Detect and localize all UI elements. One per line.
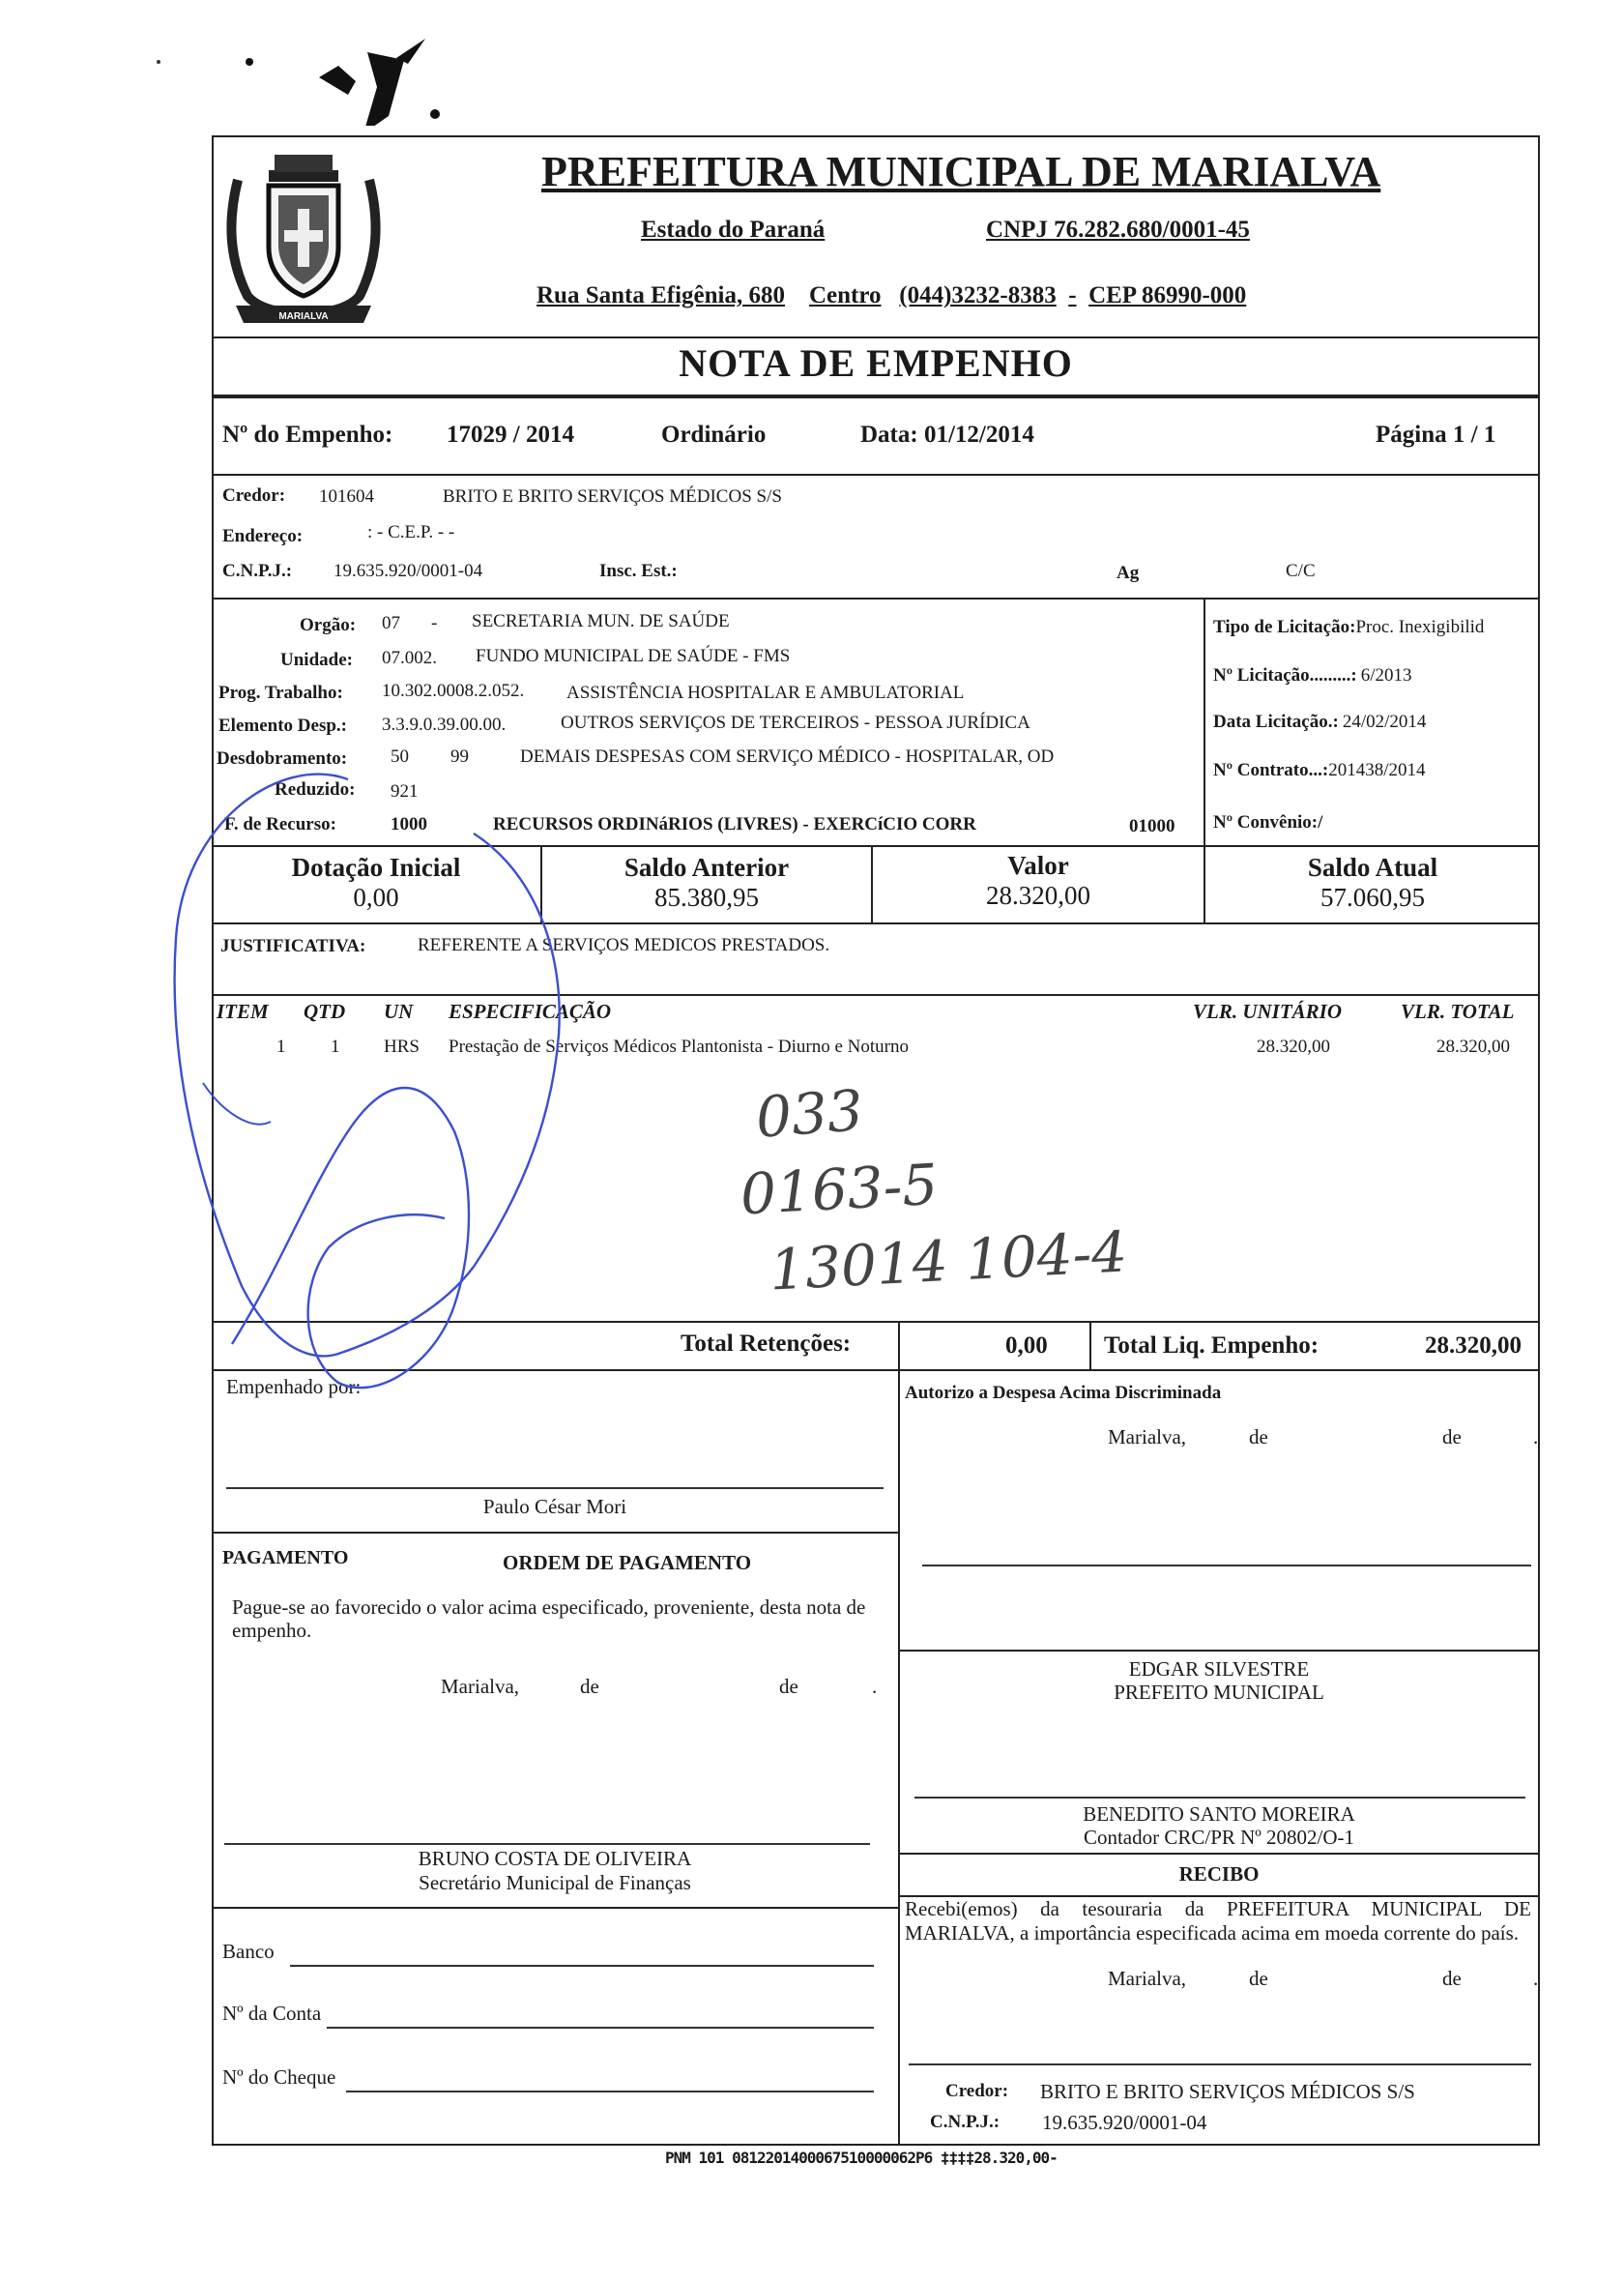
contador-name: BENEDITO SANTO MOREIRA [1083,1802,1355,1826]
secretario-name: BRUNO COSTA DE OLIVEIRA [418,1847,692,1870]
recibo-title: RECIBO [1178,1862,1260,1886]
municipal-coat-of-arms-logo [218,141,389,335]
address-street: Rua Santa Efigênia, 680 [536,282,785,308]
orgao-code: 07 [382,613,400,633]
justificativa-label: JUSTIFICATIVA: [220,936,366,956]
tipo-licitacao [1213,617,1484,638]
saldo-anterior-value: 85.380,95 [654,883,759,912]
unidade-label: Unidade: [280,650,353,670]
desdobramento-code-2: 99 [450,746,469,767]
orgao-label: Orgão: [300,615,357,635]
row-total-value: 28.320,00 [1436,1037,1510,1057]
autorizo-de-1: de [1249,1425,1268,1448]
total-liquido-value: 28.320,00 [1425,1332,1522,1359]
recibo-text: Recebi(emos) da tesouraria da PREFEITURA MUNICIPAL DE MARIALVA, a importância especificada acima em moeda corrente do país. [905,1897,1531,1945]
insc-est-label: Insc. Est.: [599,561,678,581]
empenho-number-value: 17029 / 2014 [447,422,574,448]
orgao-desc: SECRETARIA MUN. DE SAÚDE [472,611,730,631]
autorizo-dot: . [1533,1425,1539,1448]
desdobramento-desc: DEMAIS DESPESAS COM SERVIÇO MÉDICO - HOSPITALAR, OD [520,746,1055,767]
saldo-anterior-label: Saldo Anterior [624,853,790,882]
prog-trabalho-code: 10.302.0008.2.052. [382,681,525,701]
row-spec: Prestação de Serviços Médicos Plantonista - Diurno e Noturno [449,1037,909,1057]
numero-contrato [1213,760,1425,781]
numero-convenio-label: Nº Convênio:/ [1213,812,1323,833]
prefeitura-cnpj: CNPJ 76.282.680/0001-45 [986,217,1250,243]
fonte-recurso-code: 1000 [391,814,427,834]
numero-contrato-label: Nº Contrato...: [1213,760,1329,780]
banco-field[interactable] [290,1965,874,1967]
secretario-role: Secretário Municipal de Finanças [419,1871,691,1894]
credor-name: BRITO E BRITO SERVIÇOS MÉDICOS S/S [443,486,782,507]
numero-cheque-field[interactable] [346,2091,874,2092]
pagamento-text: Pague-se ao favorecido o valor acima especificado, proveniente, desta nota de empenho. [232,1595,866,1642]
autorizo-place: Marialva, [1108,1425,1187,1448]
autorizo-label: Autorizo a Despesa Acima Discriminada [905,1383,1222,1403]
numero-conta-field[interactable] [327,2027,874,2029]
contador-signature [898,1802,1540,1849]
total-retencoes-value: 0,00 [1005,1332,1048,1359]
recibo-place: Marialva, [1108,1967,1187,1990]
saldo-atual [1205,853,1540,913]
prefeitura-address [536,282,1246,309]
desdobramento-label: Desdobramento: [217,748,348,769]
cnpj-label: C.N.P.J.: [222,561,293,581]
elemento-label: Elemento Desp.: [218,716,347,736]
pagamento-dot: . [872,1675,878,1698]
recibo-de-2: de [1442,1967,1462,1990]
total-liquido-label: Total Liq. Empenho: [1104,1332,1320,1359]
estado-label: Estado do Paraná [641,217,826,243]
valor [873,851,1204,911]
address-separator: - [1068,282,1077,308]
fonte-recurso-label: F. de Recurso: [224,814,336,834]
pagamento-place: Marialva, [441,1675,520,1698]
numero-contrato-value: 201438/2014 [1328,760,1426,780]
document-title: NOTA DE EMPENHO [679,341,1073,385]
fonte-recurso-desc: RECURSOS ORDINáRIOS (LIVRES) - EXERCíCIO CORR [493,814,976,834]
pagamento-de-2: de [779,1675,798,1698]
data-licitacao-label: Data Licitação.: [1213,712,1339,732]
prefeito-name: EDGAR SILVESTRE [1128,1657,1310,1681]
tipo-licitacao-label: Tipo de Licitação: [1213,617,1356,637]
empenhado-por-name: Paulo César Mori [482,1495,627,1518]
address-cep: CEP 86990-000 [1088,282,1247,308]
empenho-number-label: Nº do Empenho: [222,422,393,448]
autorizo-de-2: de [1442,1425,1462,1448]
prog-trabalho-desc: ASSISTÊNCIA HOSPITALAR E AMBULATORIAL [566,683,965,703]
reduzido-label: Reduzido: [275,779,356,800]
conta-corrente-label: C/C [1286,561,1316,581]
elemento-code: 3.3.9.0.39.00.00. [382,715,507,735]
handwritten-note-1: 033 [753,1077,865,1151]
handwritten-note-2: 0163-5 [739,1151,940,1228]
recibo-de-1: de [1249,1967,1268,1990]
unidade-code: 07.002. [382,648,437,668]
pen-signature-mark [164,764,590,1460]
secretario-signature [212,1847,898,1895]
recibo-cnpj-value: 19.635.920/0001-04 [1042,2111,1207,2134]
empenho-type: Ordinário [661,422,767,448]
valor-value: 28.320,00 [986,881,1090,910]
col-header-item: ITEM [217,1000,269,1023]
numero-cheque-label: Nº do Cheque [222,2065,336,2089]
recibo-dot: . [1533,1967,1539,1990]
empenho-date: Data: 01/12/2014 [860,422,1034,448]
pagamento-label: PAGAMENTO [222,1547,349,1568]
handwritten-note-3: 13014 104-4 [768,1218,1129,1303]
col-header-qtd: QTD [304,1000,346,1023]
prefeitura-title: PREFEITURA MUNICIPAL DE MARIALVA [541,148,1381,195]
saldo-anterior [542,853,871,913]
numero-licitacao-label: Nº Licitação.........: [1213,665,1357,686]
elemento-desc: OUTROS SERVIÇOS DE TERCEIROS - PESSOA JURÍDICA [561,713,1030,733]
total-retencoes-label: Total Retenções: [681,1331,852,1357]
page-number: Página 1 / 1 [1376,422,1496,448]
justificativa-text: REFERENTE A SERVIÇOS MEDICOS PRESTADOS. [418,935,830,955]
ordem-pagamento-title: ORDEM DE PAGAMENTO [503,1551,752,1574]
contador-role: Contador CRC/PR Nº 20802/O-1 [1083,1826,1355,1849]
data-licitacao [1213,712,1426,733]
col-header-vlr-unitario: VLR. UNITÁRIO [1193,1000,1343,1023]
recibo-credor-value: BRITO E BRITO SERVIÇOS MÉDICOS S/S [1040,2080,1415,2103]
col-header-un: UN [384,1000,414,1023]
address-district: Centro [808,282,882,308]
row-qtd: 1 [331,1037,340,1057]
saldo-atual-label: Saldo Atual [1307,853,1438,882]
agencia-label: Ag [1116,563,1140,583]
saldo-atual-value: 57.060,95 [1320,883,1425,912]
empenhado-por-label: Empenhado por: [226,1375,362,1398]
desdobramento-code-1: 50 [391,746,409,767]
pagamento-de-1: de [580,1675,599,1698]
endereco-value: : - C.E.P. - - [367,522,455,542]
numero-licitacao-value: 6/2013 [1360,665,1412,686]
banco-label: Banco [222,1940,275,1963]
credor-code: 101604 [319,486,374,507]
reduzido-value: 921 [391,781,419,802]
row-unit-value: 28.320,00 [1257,1037,1330,1057]
prog-trabalho-label: Prog. Trabalho: [218,683,343,703]
row-item: 1 [276,1037,286,1057]
credor-label: Credor: [222,485,286,506]
tipo-licitacao-value: Proc. Inexigibilid [1355,617,1485,637]
unidade-desc: FUNDO MUNICIPAL DE SAÚDE - FMS [476,646,791,666]
orgao-separator: - [431,613,438,633]
address-phone: (044)3232-8383 [899,282,1057,308]
recibo-cnpj-label: C.N.P.J.: [930,2112,1000,2132]
data-licitacao-value: 24/02/2014 [1342,712,1427,732]
fonte-recurso-code-2: 01000 [1129,816,1175,836]
barcode-line: PNM 101 0812201400067510000062P6 ‡‡‡‡28.320,00- [665,2149,1058,2167]
endereco-label: Endereço: [222,526,304,546]
credor-cnpj: 19.635.920/0001-04 [334,561,483,581]
dotacao-inicial-value: 0,00 [353,883,399,912]
col-header-vlr-total: VLR. TOTAL [1401,1000,1515,1023]
dotacao-inicial-label: Dotação Inicial [291,853,461,882]
scan-marks [145,19,454,126]
prefeito-role: PREFEITO MUNICIPAL [1114,1681,1324,1704]
valor-label: Valor [1007,851,1069,880]
numero-licitacao [1213,665,1412,687]
row-un: HRS [384,1037,420,1057]
recibo-credor-label: Credor: [945,2081,1009,2101]
col-header-especificacao: ESPECIFICAÇÃO [449,1000,612,1023]
svg-text:MARIALVA: MARIALVA [278,311,329,322]
prefeito-signature [898,1657,1540,1704]
numero-conta-label: Nº da Conta [222,2002,322,2025]
